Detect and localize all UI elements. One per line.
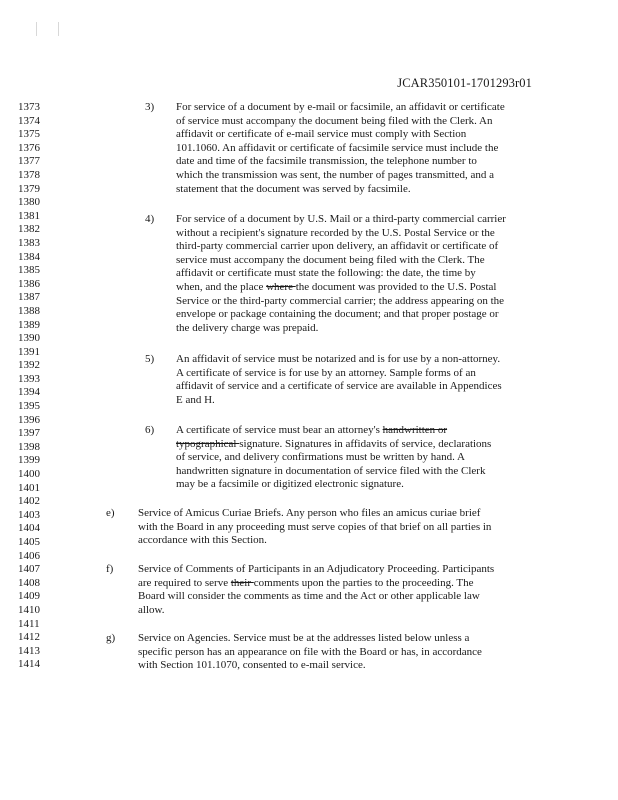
text-line: the delivery charge was prepaid. (176, 321, 319, 334)
subsection-body (138, 632, 482, 673)
line-number: 1389 (18, 318, 40, 331)
text-line: Service or the third-party commercial carrier; the address appearing on the (176, 294, 505, 307)
text-segment: are required to serve (138, 576, 231, 589)
line-number: 1403 (18, 508, 40, 521)
scan-artifact (36, 22, 37, 36)
line-number: 1382 (18, 223, 40, 236)
line-number: 1388 (18, 304, 40, 317)
text-line: Service of Comments of Participants in an Adjudicatory Proceeding. Participants (138, 563, 495, 575)
subsection-label: f) (106, 563, 114, 575)
text-line: with the Board in any proceeding must serve copies of that brief on all parties in (138, 520, 492, 533)
struck-text: where (266, 280, 296, 293)
paragraph-label: 3) (145, 101, 155, 113)
line-number: 1386 (18, 277, 40, 290)
line-number: 1410 (18, 603, 40, 616)
document-id: JCAR350101-1701293r01 (397, 76, 532, 90)
text-line: third-party commercial carrier upon delivery, an affidavit or certificate of (176, 240, 499, 253)
text-line: of service must accompany the document being filed with the Clerk. An (176, 114, 493, 127)
line-number: 1405 (18, 536, 40, 548)
line-number: 1392 (18, 359, 40, 372)
line-number: 1374 (18, 114, 40, 127)
subsection-label: e) (106, 507, 115, 519)
line-number: 1399 (18, 454, 40, 467)
text-line: accordance with this Section. (138, 534, 267, 547)
text-line: without a recipient's signature recorded by the U.S. Postal Service or the (176, 226, 495, 239)
text-segment: A certificate of service must bear an attorney's (176, 424, 383, 436)
line-number: 1385 (18, 264, 40, 277)
text-line: For service of a document by U.S. Mail or a third-party commercial carrier (176, 213, 506, 225)
line-number: 1387 (18, 291, 40, 304)
line-number: 1411 (18, 617, 40, 630)
text-line: An affidavit of service must be notarized and is for use by a non-attorney. (176, 353, 501, 365)
subsection-label: g) (106, 632, 116, 644)
subsection-body (138, 507, 491, 548)
subsection-body (138, 563, 494, 617)
text-segment: signature. Signatures in affidavits of service, declarations (239, 437, 492, 450)
line-number-column (18, 101, 52, 672)
line-number: 1398 (18, 440, 40, 453)
line-number: 1404 (18, 522, 40, 535)
text-line (176, 424, 491, 438)
line-number: 1380 (18, 196, 40, 209)
text-segment: comments upon the parties to the proceeding. The (253, 576, 474, 589)
paragraph-body (176, 424, 491, 492)
paragraph-label: 6) (145, 424, 155, 436)
scan-artifact (58, 22, 59, 36)
text-line: Service of Amicus Curiae Briefs. Any person who files an amicus curiae brief (138, 507, 481, 519)
line-number: 1402 (18, 495, 40, 508)
text-line: allow. (138, 603, 165, 616)
line-number: 1412 (18, 631, 40, 644)
line-number: 1401 (18, 481, 40, 494)
line-number: 1394 (18, 386, 40, 399)
struck-text: typographical (176, 437, 240, 450)
line-number: 1383 (18, 236, 40, 249)
line-number: 1375 (18, 128, 40, 141)
line-number: 1396 (18, 413, 40, 426)
line-number: 1397 (18, 427, 40, 440)
paragraph-body (176, 213, 506, 335)
text-line: affidavit of service and a certificate of service are available in Appendices (176, 380, 502, 393)
text-line: For service of a document by e-mail or facsimile, an affidavit or certificate (176, 101, 505, 113)
line-number: 1373 (18, 101, 40, 113)
text-line: Service on Agencies. Service must be at the addresses listed below unless a (138, 632, 470, 644)
line-number: 1408 (18, 576, 40, 589)
line-number: 1378 (18, 168, 40, 181)
text-line: with Section 101.1070, consented to e-mail service. (138, 659, 366, 672)
line-number: 1379 (18, 182, 40, 195)
line-number: 1390 (18, 332, 40, 345)
line-number: 1384 (18, 250, 40, 263)
line-number: 1400 (18, 468, 40, 481)
text-segment: when, and the place (176, 280, 267, 293)
paragraph-label: 5) (145, 353, 155, 365)
text-line: may be a facsimile or digitized electronic signature. (176, 478, 404, 491)
text-line: service must accompany the document being filed with the Clerk. The (176, 253, 485, 266)
paragraph-body (176, 353, 502, 407)
text-line: envelope or package containing the document; and that proper postage or (176, 308, 499, 321)
text-line: which the transmission was sent, the number of pages transmitted, and a (176, 168, 495, 181)
text-line: of service, and delivery confirmations must be written by hand. A (176, 451, 465, 464)
line-number: 1406 (18, 549, 40, 562)
line-number: 1391 (18, 345, 40, 358)
paragraph-body (176, 101, 505, 196)
struck-text: their (230, 576, 254, 589)
line-number: 1414 (18, 658, 40, 671)
text-line: specific person has an appearance on file with the Board or has, in accordance (138, 645, 482, 658)
text-line (176, 281, 506, 295)
line-number: 1376 (18, 141, 40, 154)
line-number: 1381 (18, 209, 40, 222)
text-line: affidavit or certificate of e-mail service must comply with Section (176, 128, 467, 141)
line-number: 1393 (18, 372, 40, 385)
text-line: Board will consider the comments as time and the Act or other applicable law (138, 590, 480, 603)
text-line: E and H. (176, 393, 215, 406)
line-number: 1395 (18, 400, 40, 413)
text-line: date and time of the facsimile transmission, the telephone number to (176, 155, 477, 168)
text-segment: the document was provided to the U.S. Postal (295, 280, 497, 293)
line-number: 1409 (18, 590, 40, 603)
line-number: 1413 (18, 644, 40, 657)
line-number: 1377 (18, 155, 40, 168)
text-line: statement that the document was served by facsimile. (176, 182, 411, 195)
text-line (138, 577, 494, 591)
text-line: 101.1060. An affidavit or certificate of facsimile service must include the (176, 141, 499, 154)
text-line (176, 438, 491, 452)
line-number: 1407 (18, 563, 40, 576)
text-line: A certificate of service is for use by an attorney. Sample forms of an (176, 366, 476, 379)
struck-text: handwritten or (382, 424, 448, 436)
text-line: affidavit or certificate must state the following: the date, the time by (176, 267, 476, 280)
text-line: handwritten signature in documentation of service filed with the Clerk (176, 464, 486, 477)
paragraph-label: 4) (145, 213, 155, 225)
